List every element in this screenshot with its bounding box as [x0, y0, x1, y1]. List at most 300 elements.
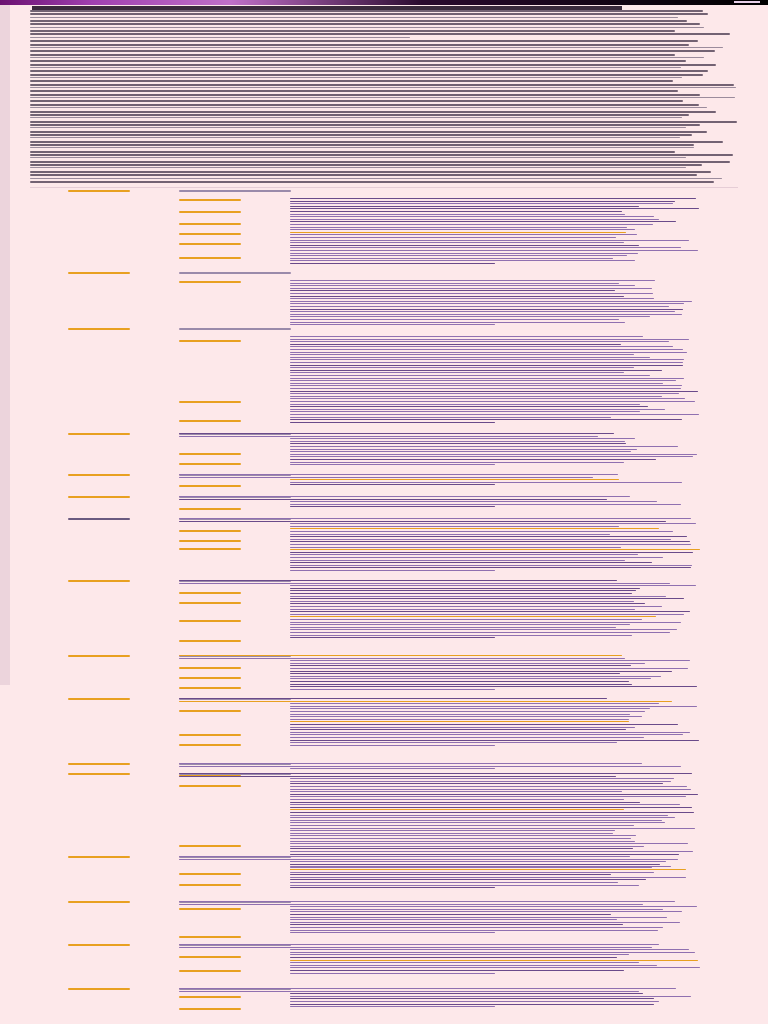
dataset-entry — [0, 433, 768, 479]
subset-link[interactable] — [179, 744, 241, 746]
dataset-entry — [0, 328, 768, 428]
description-text-line — [290, 768, 495, 769]
description-text-line — [290, 745, 495, 746]
description-text-line — [290, 314, 682, 315]
subset-link[interactable] — [179, 592, 241, 594]
description-text-line — [290, 740, 699, 741]
description-text-line — [290, 954, 629, 955]
description-text-line — [290, 830, 615, 831]
subset-link[interactable] — [179, 485, 241, 487]
description-text-line — [290, 820, 662, 821]
description-text-line — [290, 336, 643, 337]
description-text-line — [290, 590, 636, 591]
intro-text-line — [30, 67, 681, 68]
description-text-line — [290, 627, 616, 628]
intro-text-line — [30, 171, 711, 173]
description-text-line — [179, 698, 607, 699]
description-text-line — [290, 324, 495, 325]
description-text-line — [290, 841, 635, 842]
intro-text-line — [30, 64, 716, 66]
description-text-line — [290, 362, 683, 363]
description-text-line — [290, 352, 687, 353]
subset-link[interactable] — [179, 340, 241, 342]
description-text-line — [290, 828, 695, 829]
description-text-line — [290, 799, 624, 800]
description-text-line — [290, 796, 686, 797]
description-text-line — [290, 812, 694, 813]
description-text-line — [290, 263, 495, 264]
description-text-line — [290, 835, 636, 836]
description-text-line — [290, 911, 682, 912]
description-text-line — [290, 932, 495, 933]
description-text-line — [290, 684, 632, 685]
description-text-line — [290, 737, 644, 738]
subset-link[interactable] — [179, 996, 241, 998]
dataset-entry — [0, 988, 768, 1020]
subset-link[interactable] — [179, 508, 241, 510]
subset-link[interactable] — [179, 211, 241, 213]
description-text-line — [290, 622, 681, 623]
description-text-line — [290, 833, 613, 834]
description-text-line — [290, 398, 685, 399]
description-text-line — [290, 603, 645, 604]
description-text-line — [290, 258, 613, 259]
intro-text-line — [30, 134, 692, 136]
subset-link[interactable] — [179, 956, 241, 958]
description-text-line — [290, 211, 622, 212]
intro-text-line — [30, 131, 707, 133]
description-text-line — [290, 375, 650, 376]
dataset-link[interactable] — [68, 496, 130, 498]
description-text-line — [290, 949, 689, 950]
subset-link[interactable] — [179, 223, 241, 225]
description-text-line — [179, 776, 616, 777]
description-text-line — [290, 965, 657, 966]
intro-text-line — [30, 104, 699, 106]
description-text-line — [290, 441, 625, 442]
description-text-line — [290, 464, 495, 465]
description-text-line — [290, 383, 663, 384]
description-text-line — [290, 998, 654, 999]
description-text-line — [290, 293, 653, 294]
description-text-line — [290, 714, 630, 715]
description-text-line — [290, 229, 635, 230]
subset-link[interactable] — [179, 401, 241, 403]
description-text-line — [290, 838, 631, 839]
description-text-line — [290, 869, 686, 870]
description-text-line — [290, 206, 639, 207]
intro-text-line — [30, 87, 736, 88]
subset-link[interactable] — [179, 463, 241, 465]
intro-text-line — [30, 97, 735, 98]
description-text-line — [290, 380, 676, 381]
subset-link[interactable] — [179, 243, 241, 245]
description-text-line — [290, 419, 682, 420]
description-text-line — [290, 391, 698, 392]
description-text-line — [290, 245, 639, 246]
description-text-line — [290, 552, 693, 553]
description-text-line — [290, 962, 639, 963]
description-text-line — [290, 843, 688, 844]
subset-link[interactable] — [179, 908, 241, 910]
description-text-line — [290, 993, 643, 994]
dataset-link[interactable] — [68, 518, 130, 520]
description-text-line — [290, 817, 675, 818]
description-text-line — [290, 967, 700, 968]
description-text-line — [290, 879, 646, 880]
dataset-link[interactable] — [68, 856, 130, 858]
description-text-line — [290, 523, 696, 524]
description-text-line — [290, 1004, 654, 1005]
description-text-line — [290, 864, 660, 865]
description-text-line — [290, 554, 638, 555]
description-text-line — [179, 583, 670, 584]
description-text-line — [290, 367, 634, 368]
description-text-line — [290, 414, 699, 415]
description-text-line — [179, 901, 675, 902]
subset-link[interactable] — [179, 453, 241, 455]
intro-text-line — [30, 30, 675, 32]
description-text-line — [290, 924, 623, 925]
dataset-entry — [0, 944, 768, 986]
description-text-line — [290, 660, 690, 661]
intro-text-line — [30, 107, 707, 108]
description-text-line — [290, 960, 698, 961]
subset-link[interactable] — [179, 687, 241, 689]
description-text-line — [290, 922, 680, 923]
subset-link[interactable] — [179, 667, 241, 669]
dataset-link[interactable] — [68, 773, 130, 775]
description-text-line — [290, 727, 635, 728]
description-text-line — [290, 909, 663, 910]
dataset-link[interactable] — [68, 988, 130, 990]
description-text-line — [290, 319, 619, 320]
header-control[interactable] — [734, 1, 760, 3]
description-text-line — [290, 446, 678, 447]
intro-text-line — [30, 17, 678, 18]
description-text-line — [290, 914, 611, 915]
description-text-line — [290, 671, 672, 672]
description-text-line — [290, 678, 651, 679]
dataset-entry — [0, 580, 768, 652]
description-text-line — [290, 221, 676, 222]
intro-text-line — [30, 57, 704, 58]
description-text-line — [290, 560, 625, 561]
description-text-line — [290, 711, 645, 712]
description-text-line — [290, 854, 679, 855]
description-text-line — [290, 357, 650, 358]
description-text-line — [290, 203, 673, 204]
description-text-line — [290, 872, 654, 873]
dataset-link[interactable] — [68, 763, 130, 765]
description-text-line — [290, 973, 495, 974]
description-text-line — [290, 848, 633, 849]
description-text-line — [290, 260, 635, 261]
subset-link[interactable] — [179, 970, 241, 972]
description-text-line — [179, 433, 614, 434]
description-text-line — [290, 609, 635, 610]
description-text-line — [290, 887, 495, 888]
description-text-line — [290, 411, 640, 412]
description-text-line — [290, 316, 650, 317]
dataset-link[interactable] — [68, 901, 130, 903]
subset-link[interactable] — [179, 281, 241, 283]
description-text-line — [290, 370, 662, 371]
description-text-line — [290, 344, 621, 345]
intro-text-line — [30, 124, 700, 126]
dataset-entry — [0, 518, 768, 585]
description-text-line — [290, 614, 684, 615]
description-text-line — [290, 214, 625, 215]
subset-link[interactable] — [179, 199, 241, 201]
description-text-line — [290, 484, 495, 485]
description-text-line — [290, 354, 634, 355]
description-text-line — [290, 706, 697, 707]
description-text-line — [290, 365, 683, 366]
intro-text-line — [30, 77, 682, 78]
description-text-line — [290, 708, 650, 709]
description-text-line — [290, 930, 658, 931]
description-text-line — [290, 301, 692, 302]
description-text-line — [290, 716, 642, 717]
description-text-line — [290, 570, 495, 571]
description-text-line — [290, 917, 667, 918]
description-text-line — [290, 388, 681, 389]
description-text-line — [290, 846, 644, 847]
description-text-line — [290, 562, 652, 563]
description-text-line — [290, 637, 495, 638]
description-text-line — [290, 306, 669, 307]
description-text-line — [290, 791, 622, 792]
dataset-entry — [0, 698, 768, 760]
description-text-line — [290, 807, 692, 808]
description-text-line — [290, 250, 698, 251]
description-text-line — [179, 988, 676, 989]
description-text-line — [290, 815, 668, 816]
description-text-line — [290, 874, 611, 875]
description-text-line — [290, 668, 688, 669]
description-text-line — [179, 658, 625, 659]
description-text-line — [290, 255, 627, 256]
description-text-line — [290, 825, 634, 826]
dataset-header — [179, 272, 291, 274]
description-text-line — [179, 521, 666, 522]
dataset-entry — [0, 272, 768, 332]
dataset-link[interactable] — [68, 328, 130, 330]
intro-text-line — [30, 164, 702, 166]
description-text-line — [290, 456, 693, 457]
description-text-line — [290, 298, 654, 299]
description-text-line — [290, 234, 637, 235]
description-text-line — [290, 804, 680, 805]
description-text-line — [179, 859, 678, 860]
subset-link[interactable] — [179, 540, 241, 542]
description-text-line — [290, 539, 671, 540]
description-text-line — [290, 598, 684, 599]
description-text-line — [290, 341, 669, 342]
description-text-line — [290, 729, 626, 730]
description-text-line — [290, 632, 670, 633]
description-text-line — [290, 393, 679, 394]
description-text-line — [290, 288, 652, 289]
intro-text-line — [30, 174, 697, 176]
description-text-line — [290, 208, 699, 209]
description-text-line — [290, 385, 682, 386]
intro-text-line — [30, 10, 703, 12]
description-text-line — [290, 504, 681, 505]
description-text-line — [290, 601, 634, 602]
subset-link[interactable] — [179, 1008, 241, 1010]
description-text-line — [290, 443, 626, 444]
description-text-line — [290, 201, 675, 202]
dataset-link[interactable] — [68, 944, 130, 946]
description-text-line — [290, 280, 655, 281]
description-text-line — [290, 906, 697, 907]
intro-text-line — [30, 50, 715, 52]
description-text-line — [290, 346, 673, 347]
description-text-line — [290, 451, 631, 452]
subset-link[interactable] — [179, 710, 241, 712]
description-text-line — [290, 689, 495, 690]
description-text-line — [290, 781, 671, 782]
intro-text-line — [30, 54, 675, 56]
description-text-line — [179, 518, 691, 519]
intro-text-line — [30, 161, 730, 163]
description-text-line — [290, 877, 686, 878]
description-text-line — [290, 422, 495, 423]
subset-link[interactable] — [179, 640, 241, 642]
description-text-line — [290, 866, 671, 867]
dataset-entry — [0, 901, 768, 947]
description-text-line — [290, 663, 645, 664]
description-text-line — [290, 438, 635, 439]
description-text-line — [290, 454, 697, 455]
dataset-link[interactable] — [68, 272, 130, 274]
subset-link[interactable] — [179, 845, 241, 847]
description-text-line — [290, 501, 657, 502]
intro-text-line — [30, 27, 704, 28]
description-text-line — [290, 588, 640, 589]
subset-link[interactable] — [179, 257, 241, 259]
description-text-line — [290, 322, 625, 323]
description-text-line — [290, 686, 697, 687]
description-text-line — [290, 681, 629, 682]
description-text-line — [290, 557, 663, 558]
description-text-line — [290, 585, 696, 586]
description-text-line — [290, 611, 690, 612]
dataset-link[interactable] — [68, 580, 130, 582]
description-text-line — [179, 496, 630, 497]
description-text-line — [290, 786, 687, 787]
subset-link[interactable] — [179, 530, 241, 532]
description-text-line — [290, 567, 691, 568]
description-text-line — [290, 479, 619, 480]
dataset-entry — [0, 655, 768, 703]
description-text-line — [290, 349, 683, 350]
subset-link[interactable] — [179, 936, 241, 938]
subset-link[interactable] — [179, 233, 241, 235]
intro-text-line — [30, 154, 733, 156]
description-text-line — [179, 763, 642, 764]
description-text-line — [290, 242, 624, 243]
intro-text-line — [30, 40, 698, 42]
description-text-line — [290, 198, 696, 199]
intro-text-line — [30, 181, 714, 183]
description-text-line — [290, 359, 684, 360]
description-text-line — [290, 676, 661, 677]
description-text-line — [290, 596, 666, 597]
subset-link[interactable] — [179, 734, 241, 736]
subset-link[interactable] — [179, 420, 241, 422]
dataset-header — [179, 328, 291, 330]
description-text-line — [290, 1006, 495, 1007]
dataset-link[interactable] — [68, 655, 130, 657]
description-text-line — [290, 919, 617, 920]
intro-text-line — [30, 60, 686, 62]
subset-link[interactable] — [179, 620, 241, 622]
subset-link[interactable] — [179, 873, 241, 875]
description-text-line — [290, 541, 690, 542]
subset-link[interactable] — [179, 548, 241, 550]
subset-link[interactable] — [179, 602, 241, 604]
description-text-line — [290, 417, 611, 418]
intro-text-line — [30, 20, 687, 22]
description-text-line — [179, 766, 681, 767]
description-text-line — [290, 802, 640, 803]
description-text-line — [290, 957, 617, 958]
dataset-link[interactable] — [68, 190, 130, 192]
description-text-line — [290, 742, 617, 743]
description-text-line — [179, 436, 598, 437]
dataset-entry — [0, 190, 768, 270]
intro-text-line — [30, 151, 675, 153]
intro-text-line — [30, 178, 722, 179]
description-text-line — [290, 283, 619, 284]
dataset-list — [0, 188, 768, 1024]
subset-link[interactable] — [179, 785, 241, 787]
description-text-line — [290, 309, 683, 310]
intro-text-line — [30, 111, 716, 113]
description-text-line — [290, 809, 624, 810]
description-text-line — [290, 372, 624, 373]
description-text-line — [290, 237, 616, 238]
dataset-link[interactable] — [68, 698, 130, 700]
description-text-line — [179, 477, 593, 478]
description-text-line — [290, 339, 689, 340]
description-text-line — [290, 606, 662, 607]
description-text-line — [290, 232, 626, 233]
subset-link[interactable] — [179, 677, 241, 679]
description-text-line — [290, 534, 610, 535]
description-text-line — [290, 528, 659, 529]
subset-link[interactable] — [179, 884, 241, 886]
description-text-line — [290, 296, 624, 297]
dataset-link[interactable] — [68, 474, 130, 476]
description-text-line — [290, 216, 654, 217]
dataset-entry — [0, 856, 768, 902]
description-text-line — [290, 482, 682, 483]
description-text-line — [179, 904, 643, 905]
dataset-link[interactable] — [68, 433, 130, 435]
description-text-line — [290, 783, 663, 784]
description-text-line — [290, 724, 678, 725]
description-text-line — [290, 531, 673, 532]
description-text-line — [290, 462, 624, 463]
description-text-line — [290, 544, 691, 545]
intro-text-line — [30, 70, 708, 72]
description-text-line — [290, 861, 616, 862]
description-text-line — [290, 247, 681, 248]
